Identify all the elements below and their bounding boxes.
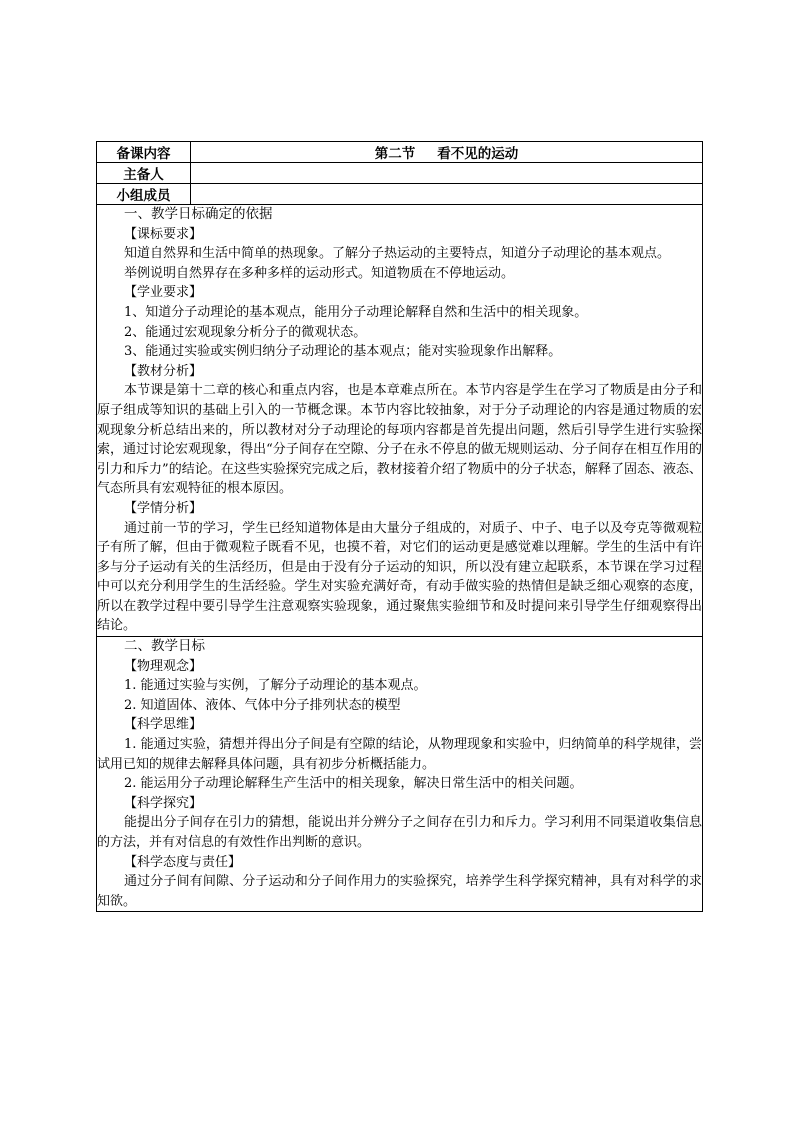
group-members-label: 小组成员 <box>97 184 191 205</box>
row-lead-teacher <box>97 163 703 184</box>
section-number: 第二节 <box>374 146 416 162</box>
objectives-section <box>97 637 703 912</box>
physics-item-1: 1. 能通过实验与实例，了解分子动理论的基本观点。 <box>124 678 427 694</box>
academic-item-2: 2、能通过宏观现象分析分子的微观状态。 <box>124 324 367 340</box>
physics-label: 【物理观念】 <box>124 658 203 674</box>
inquiry-label: 【科学探究】 <box>124 795 203 811</box>
curriculum-label: 【课标要求】 <box>124 226 203 242</box>
textbook-label: 【教材分析】 <box>124 363 203 379</box>
lesson-title: 看不见的运动 <box>437 146 519 162</box>
row-prep-content <box>97 142 703 163</box>
curriculum-paragraph-1: 知道自然界和生活中简单的热现象。了解分子热运动的主要特点，知道分子动理论的基本观点。 <box>124 246 671 262</box>
row-objectives <box>97 637 703 912</box>
students-paragraph: 通过前一节的学习，学生已经知道物体是由大量分子组成的，对质子、中子、电子以及夸克等微观粒子有所了解，但由于微观粒子既看不见，也摸不着，对它们的运动更是感觉难以理解。学生的生活中有许多与分子运动有关的生活经历，但是由于没有分子运动的知识，所以没有建立起联系，本节课在学习过程中可以充分利用学生的生活经验。学生对实验充满好奇，有动手做实验的热情但是缺乏细心观察的态度，所以在教学过程中要引导学生注意观察实验现象，通过聚焦实验细节和及时提问来引导学生仔细观察得出结论。 <box>97 520 702 634</box>
lesson-plan-table <box>96 141 703 912</box>
row-basis <box>97 205 703 637</box>
lead-teacher-label: 主备人 <box>97 163 191 184</box>
academic-item-1: 1、知道分子动理论的基本观点，能用分子动理论解释自然和生活中的相关现象。 <box>124 304 588 320</box>
curriculum-paragraph-2: 举例说明自然界存在多种多样的运动形式。知道物质在不停地运动。 <box>124 265 515 281</box>
attitude-paragraph: 通过分子间有间隙、分子运动和分子间作用力的实验探究，培养学生科学探究精神，具有对科学的求知欲。 <box>97 874 702 909</box>
academic-label: 【学业要求】 <box>124 285 203 301</box>
academic-item-3: 3、能通过实验或实例归纳分子动理论的基本观点；能对实验现象作出解释。 <box>124 344 562 360</box>
row-group-members <box>97 184 703 205</box>
lesson-title-cell <box>191 142 703 163</box>
prep-content-label: 备课内容 <box>97 142 191 163</box>
textbook-paragraph: 本节课是第十二章的核心和重点内容，也是本章难点所在。本节内容是学生在学习了物质是由分子和原子组成等知识的基础上引入的一节概念课。本节内容比较抽象，对于分子动理论的内容是通过物质的宏观现象分析总结出来的，所以教材对分子动理论的每项内容都是首先提出问题，然后引导学生进行实验探索，通过讨论宏观现象，得出“分子间存在空隙、分子在永不停息的做无规则运动、分子间存在相互作用的引力和斥力”的结论。在这些实验探究完成之后，教材接着介绍了物质中的分子状态，解释了固态、液态、气态所具有宏观特征的根本原因。 <box>97 383 702 497</box>
attitude-label: 【科学态度与责任】 <box>124 854 242 870</box>
thinking-item-2: 2. 能运用分子动理论解释生产生活中的相关现象，解决日常生活中的相关问题。 <box>124 776 583 792</box>
objectives-heading: 二、教学日标 <box>124 638 205 655</box>
lead-teacher-value <box>191 163 703 184</box>
thinking-item-1: 1. 能通过实验，猜想并得出分子间是有空隙的结论，从物理现象和实验中，归纳简单的科学规律，尝试用已知的规律去解释具体问题，具有初步分析概括能力。 <box>97 737 702 772</box>
students-label: 【学情分析】 <box>124 500 203 516</box>
physics-item-2: 2. 知道固体、液体、气体中分子排列状态的模型 <box>124 697 401 713</box>
group-members-value <box>191 184 703 205</box>
basis-heading: 一、教学日标确定的依据 <box>124 206 273 222</box>
basis-section <box>97 205 703 637</box>
inquiry-paragraph: 能提出分子间存在引力的猜想，能说出并分辨分子之间存在引力和斥力。学习利用不同渠道收集信息的方法，并有对信息的有效性作出判断的意识。 <box>97 815 702 850</box>
thinking-label: 【科学思维】 <box>124 717 203 733</box>
